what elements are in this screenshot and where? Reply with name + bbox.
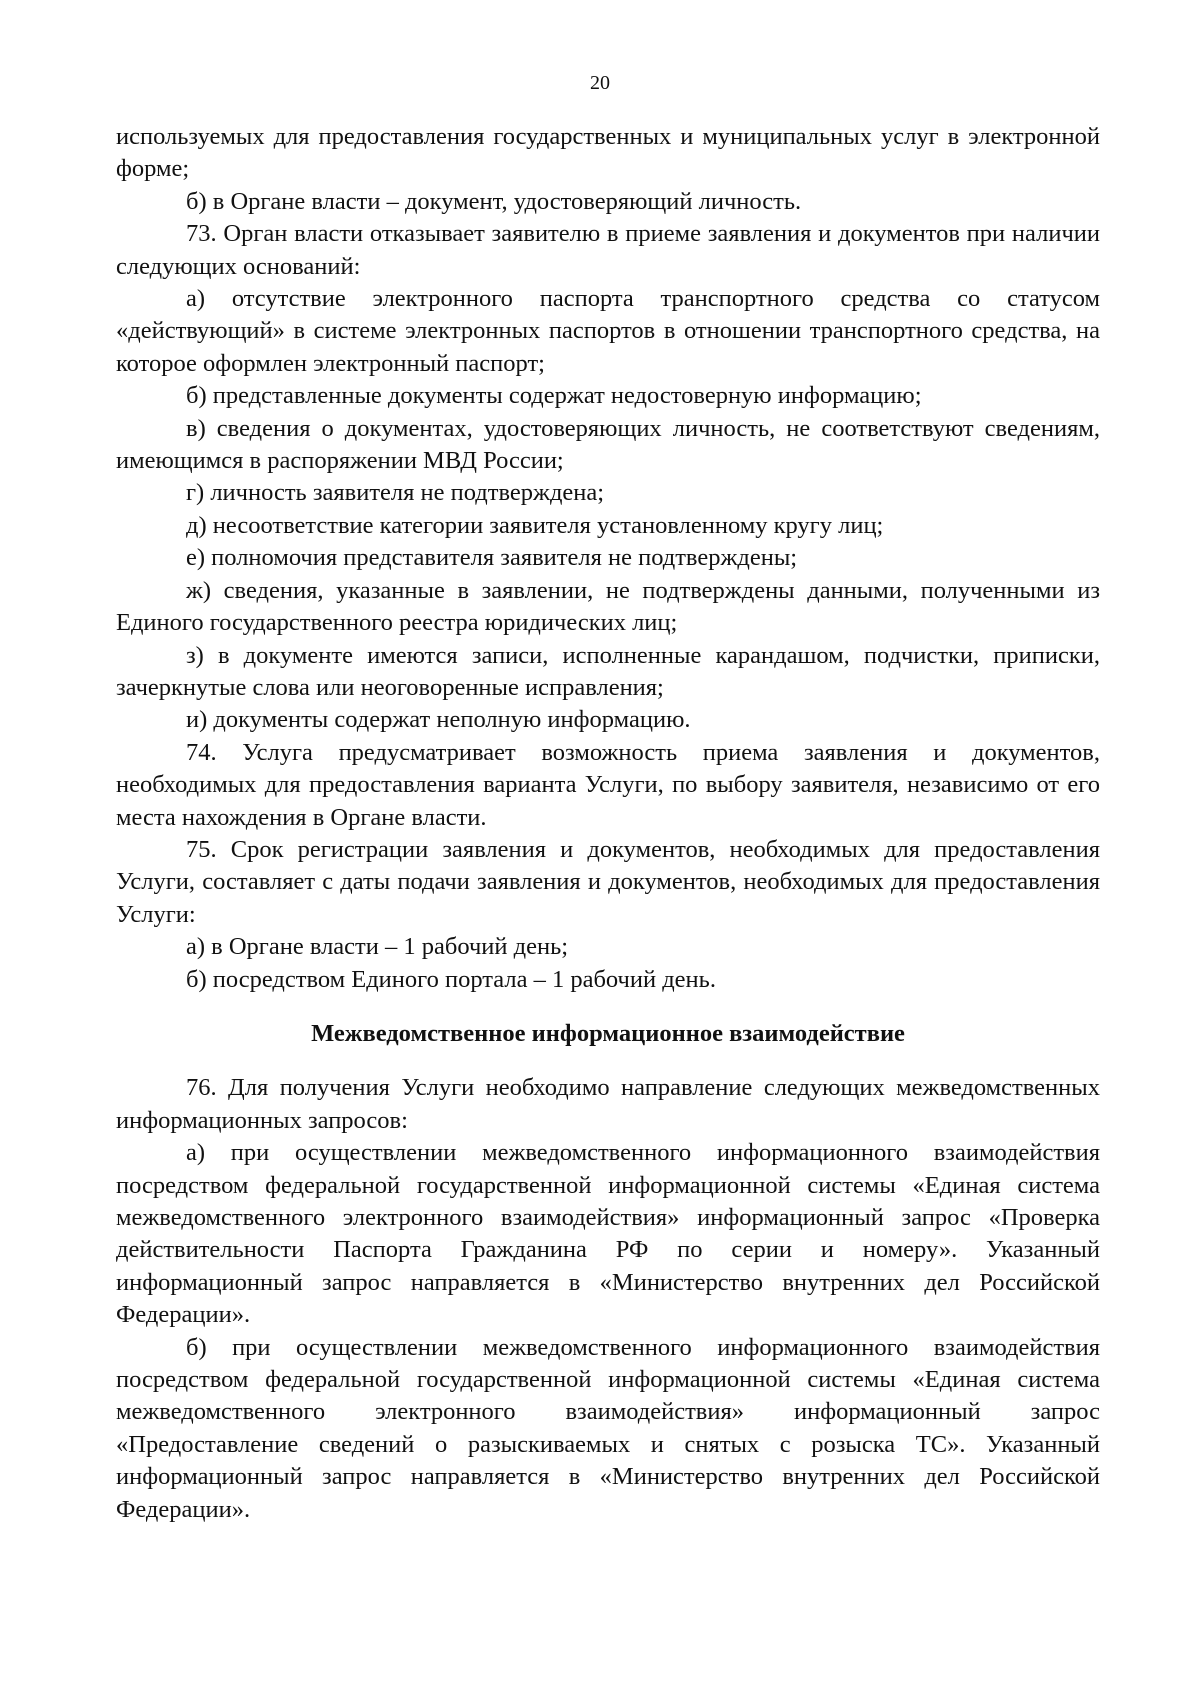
paragraph: е) полномочия представителя заявителя не подтверждены;	[186, 544, 798, 572]
paragraph: 75. Срок регистрации заявления и документов, необходимых для предоставления Услуги, составляет с даты подачи заявления и документов, необходимых для предоставления Услуги:	[116, 835, 1100, 928]
paragraph: д) несоответствие категории заявителя установленному кругу лиц;	[186, 511, 884, 539]
paragraph: г) личность заявителя не подтверждена;	[186, 479, 605, 507]
paragraph: 73. Орган власти отказывает заявителю в приеме заявления и документов при наличии следующих оснований:	[116, 220, 1100, 280]
document-body	[116, 121, 1100, 1526]
paragraph: 74. Услуга предусматривает возможность приема заявления и документов, необходимых для предоставления варианта Услуги, по выбору заявителя, независимо от его места нахождения в Органе власти.	[116, 738, 1100, 831]
paragraph: ж) сведения, указанные в заявлении, не подтверждены данными, полученными из Единого государственного реестра юридических лиц;	[116, 576, 1100, 637]
paragraph: а) при осуществлении межведомственного информационного взаимодействия посредством федеральной государственной информационной системы «Единая система межведомственного электронного взаимодействия» информационный запрос «Проверка действительности Паспорта Гражданина РФ по серии и номеру». Указанный информационный запрос направляется в «Министерство внутренних дел Российской Федерации».	[116, 1139, 1100, 1329]
paragraph: используемых для предоставления государственных и муниципальных услуг в электронной форме;	[116, 123, 1100, 183]
paragraph: и) документы содержат неполную информацию.	[186, 706, 691, 734]
paragraph: а) в Органе власти – 1 рабочий день;	[186, 933, 569, 961]
paragraph: 76. Для получения Услуги необходимо направление следующих межведомственных информационных запросов:	[116, 1074, 1100, 1134]
page-number: 20	[590, 72, 610, 94]
paragraph: б) представленные документы содержат недостоверную информацию;	[186, 382, 922, 410]
paragraph: б) посредством Единого портала – 1 рабочий день.	[186, 965, 716, 993]
paragraph: б) при осуществлении межведомственного информационного взаимодействия посредством федеральной государственной информационной системы «Единая система межведомственного электронного взаимодействия» информационный запрос «Предоставление сведений о разыскиваемых и снятых с розыска ТС». Указанный информационный запрос направляется в «Министерство внутренних дел Российской Федерации».	[116, 1333, 1100, 1523]
paragraph: б) в Органе власти – документ, удостоверяющий личность.	[186, 187, 802, 215]
paragraph: в) сведения о документах, удостоверяющих личность, не соответствуют сведениям, имеющимся в распоряжении МВД России;	[116, 414, 1100, 475]
paragraph: з) в документе имеются записи, исполненные карандашом, подчистки, приписки, зачеркнутые слова или неоговоренные исправления;	[116, 641, 1100, 701]
paragraph: а) отсутствие электронного паспорта транспортного средства со статусом «действующий» в системе электронных паспортов в отношении транспортного средства, на которое оформлен электронный паспорт;	[116, 285, 1100, 377]
section-heading: Межведомственное информационное взаимодействие	[311, 1019, 905, 1047]
